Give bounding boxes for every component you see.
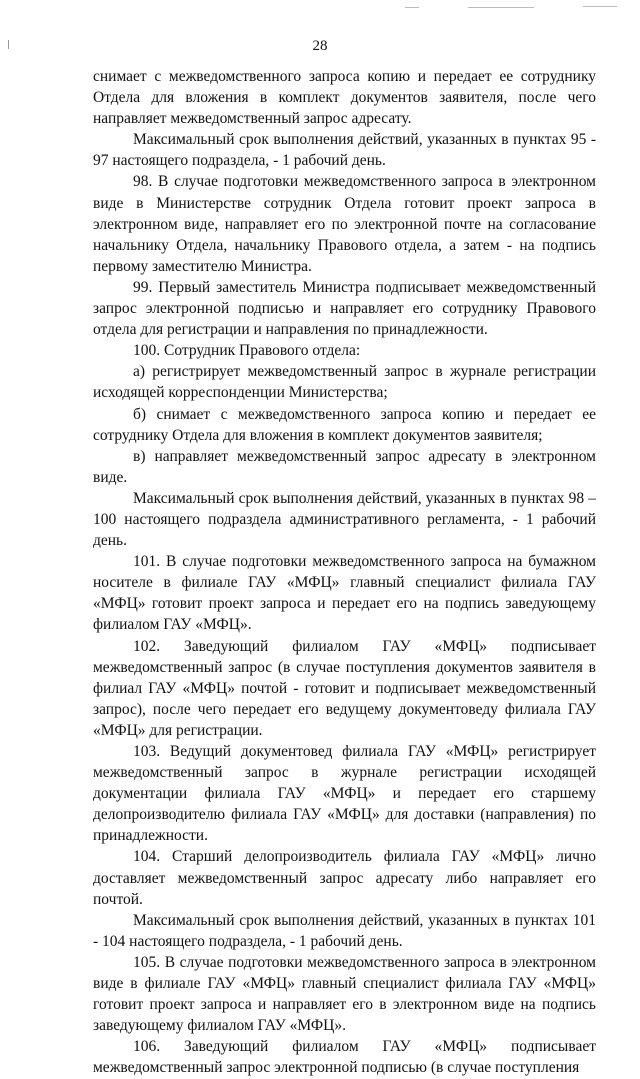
paragraph: Максимальный срок выполнения действий, указанных в пунктах 98 – 100 настоящего подраздела административного регламента, - 1 рабочий день. — [93, 489, 596, 550]
paragraph: 103. Ведущий документовед филиала ГАУ «МФЦ» регистрирует межведомственный запрос в журнале регистрации исходящей документации филиала ГАУ «МФЦ» и передает его старшему делопроизводителю филиала ГАУ «МФЦ» для доставки (направления) по принадлежности. — [93, 743, 596, 845]
scan-edge-mark — [583, 6, 617, 7]
document-body — [93, 66, 596, 1079]
paragraph: 100. Сотрудник Правового отдела: — [133, 342, 361, 360]
paragraph: Максимальный срок выполнения действий, указанных в пунктах 101 - 104 настоящего подраздела, - 1 рабочий день. — [93, 911, 596, 950]
paragraph: Максимальный срок выполнения действий, указанных в пунктах 95 - 97 настоящего подраздела, - 1 рабочий день. — [93, 131, 596, 170]
paragraph: б) снимает с межведомственного запроса копию и передает ее сотруднику Отдела для вложения в комплект документов заявителя; — [93, 405, 596, 444]
paragraph: а) регистрирует межведомственный запрос в журнале регистрации исходящей корреспонденции Министерства; — [93, 363, 596, 402]
scan-edge-mark — [405, 7, 419, 8]
paragraph: снимает с межведомственного запроса копию и передает ее сотруднику Отдела для вложения в комплект документов заявителя, после чего направляет межведомственный запрос адресату. — [93, 68, 596, 128]
paragraph: 98. В случае подготовки межведомственного запроса в электронном виде в Министерстве сотрудник Отдела готовит проект запроса в электронном виде, направляет его по электронной почте на согласование начальнику Отдела, начальнику Правового отдела, а затем - на подпись первому заместителю Министра. — [93, 173, 596, 275]
paragraph: 101. В случае подготовки межведомственного запроса на бумажном носителе в филиале ГАУ «МФЦ» главный специалист филиала ГАУ «МФЦ» готовит проект запроса и передает его на подпись заведующему филиалом ГАУ «МФЦ». — [93, 553, 596, 634]
paragraph: в) направляет межведомственный запрос адресату в электронном виде. — [93, 447, 596, 486]
page-number: 28 — [312, 38, 328, 54]
paragraph: 104. Старший делопроизводитель филиала ГАУ «МФЦ» лично доставляет межведомственный запрос адресату либо направляет его почтой. — [93, 848, 596, 908]
paragraph: 102. Заведующий филиалом ГАУ «МФЦ» подписывает межведомственный запрос (в случае поступления документов заявителя в филиал ГАУ «МФЦ» почтой - готовит и подписывает межведомственный запрос), после чего передает его ведущему документоведу филиала ГАУ «МФЦ» для регистрации. — [93, 637, 596, 739]
paragraph: 99. Первый заместитель Министра подписывает межведомственный запрос электронной подписью и направляет его сотруднику Правового отдела для регистрации и направления по принадлежности. — [93, 278, 596, 339]
scan-edge-mark — [468, 7, 534, 8]
paragraph: 106. Заведующий филиалом ГАУ «МФЦ» подписывает межведомственный запрос электронной подписью (в случае поступления — [93, 1038, 596, 1077]
paragraph: 105. В случае подготовки межведомственного запроса в электронном виде в филиале ГАУ «МФЦ» главный специалист филиала ГАУ «МФЦ» готовит проект запроса и направляет его в электронном виде на подпись заведующему филиалом ГАУ «МФЦ». — [93, 953, 596, 1035]
